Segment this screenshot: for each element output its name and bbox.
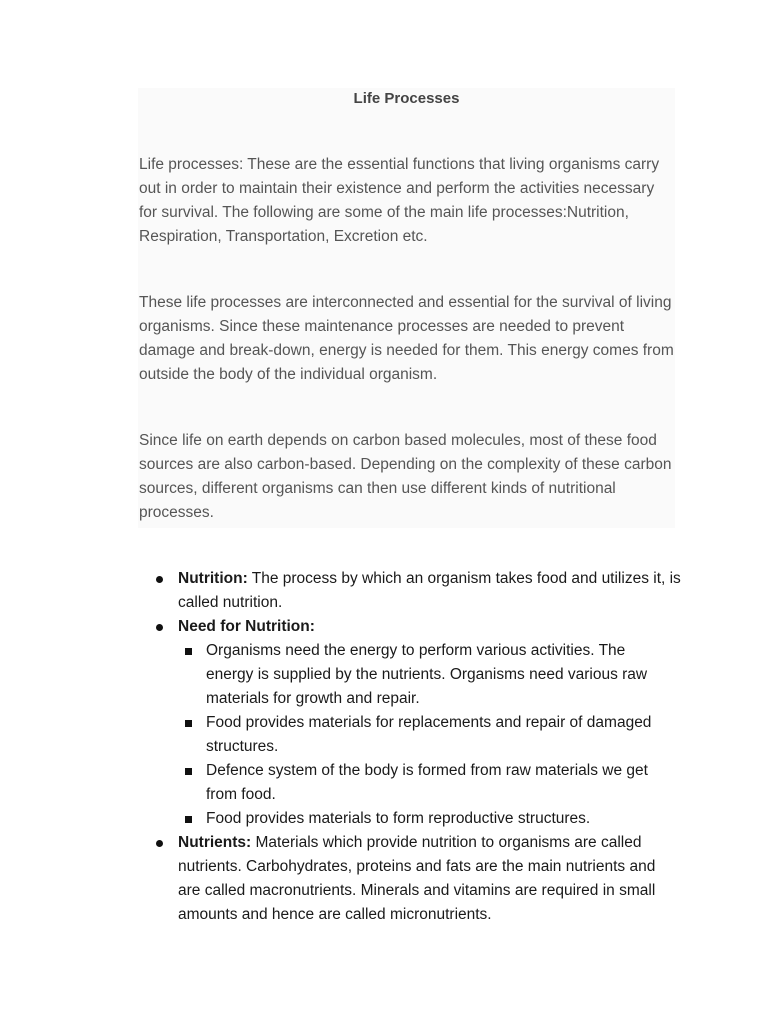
bullet-nutrients — [152, 831, 682, 927]
square-bullet-icon — [185, 648, 192, 655]
bullet-dot-icon — [156, 840, 163, 847]
bullet-nutrition — [152, 567, 682, 615]
intro-paragraph-1: Life processes: These are the essential functions that living organisms carry out in order to maintain their existence and perform the activities necessary for survival. The following are some of the main life processes:Nutrition, Respiration, Transportation, Excretion etc. — [139, 156, 660, 245]
bullet-term: Nutrients: — [178, 834, 252, 851]
sub-item — [152, 711, 682, 759]
bullet-need-for-nutrition — [152, 615, 682, 639]
bullet-text: Materials which provide nutrition to organisms are called nutrients. Carbohydrates, proteins and fats are the main nutrients and are called macronutrients. Minerals and vitamins are required in small amounts and hence are called micronutrients. — [178, 834, 656, 923]
need-for-nutrition-sublist — [152, 639, 682, 831]
bullet-dot-icon — [156, 624, 163, 631]
square-bullet-icon — [185, 816, 192, 823]
bullet-term: Nutrition: — [178, 570, 248, 587]
sub-item-text: Food provides materials to form reproductive structures. — [206, 810, 591, 827]
bullet-text: The process by which an organism takes food and utilizes it, is called nutrition. — [178, 570, 681, 611]
sublist-container — [152, 639, 682, 831]
intro-paragraph-3: Since life on earth depends on carbon based molecules, most of these food sources are also carbon-based. Depending on the complexity of these carbon sources, different organisms can then use different kinds of nutritional processes. — [139, 432, 672, 521]
bullet-dot-icon — [156, 576, 163, 583]
sub-item-text: Defence system of the body is formed from raw materials we get from food. — [206, 762, 648, 803]
sub-item — [152, 807, 682, 831]
sub-item — [152, 759, 682, 807]
sub-item — [152, 639, 682, 711]
bullet-list — [152, 567, 682, 927]
intro-paragraph-2: These life processes are interconnected and essential for the survival of living organisms. Since these maintenance processes are needed to prevent damage and break-down, energy is needed for them. This energy comes from outside the body of the individual organism. — [139, 294, 674, 383]
square-bullet-icon — [185, 768, 192, 775]
sub-item-text: Food provides materials for replacements and repair of damaged structures. — [206, 714, 652, 755]
document-title: Life Processes — [353, 90, 460, 107]
bullet-term: Need for Nutrition: — [178, 618, 315, 635]
square-bullet-icon — [185, 720, 192, 727]
sub-item-text: Organisms need the energy to perform various activities. The energy is supplied by the nutrients. Organisms need various raw materials for growth and repair. — [206, 642, 648, 707]
